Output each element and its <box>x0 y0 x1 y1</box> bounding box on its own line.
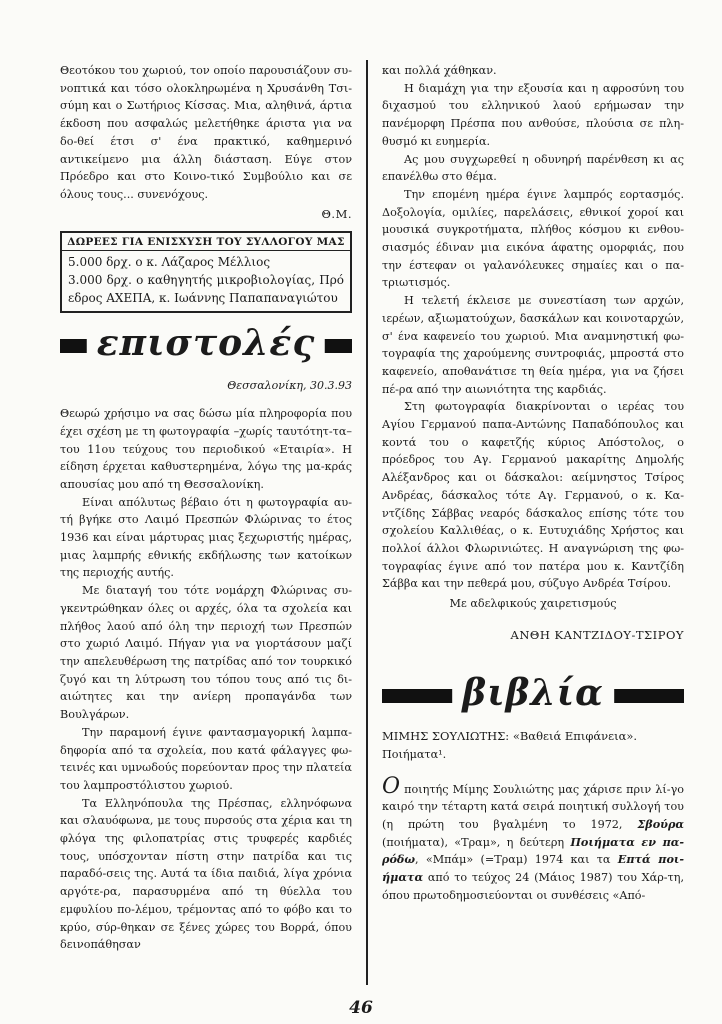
book-heading <box>382 727 684 764</box>
donations-box <box>60 231 352 313</box>
book-subtitle: Ποιήματα¹. <box>382 747 447 761</box>
paragraph: Την παραμονή έγινε φαντασμαγορική λαμπα-δηφορία από τα σχολεία, που κατά φάλαγγες φω-τεινές και υμνωδούς πορεύονταν προς την πλατεία του λαμπροστόλιστου χωριού. <box>60 725 352 792</box>
place-date: Θεσσαλονίκη, 30.3.93 <box>227 379 352 393</box>
section-title: επιστολές <box>87 321 325 365</box>
section-banner-books <box>382 673 684 717</box>
book-author: ΜΙΜΗΣ ΣΟΥΛΙΩΤΗΣ: <box>382 728 510 743</box>
paragraph: Είναι απόλυτως βέβαιο ότι η φωτογραφία αυ-τή βγήκε στο Λαιμό Πρεσπών Φλώρινας το έτος 1936 και είναι μάρτυρας μιας ξεχωριστής ημέρας, μιας λαμπρής εθνικής εκδήλωσης των κατοίκων της περιοχής αυτής. <box>60 495 352 580</box>
paragraph: Η τελετή έκλεισε με συνεστίαση των αρχών, ιερέων, αξιωματούχων, δασκάλων και κοινοταρχών, σ' ένα καφενείο του χωριού. Μια αναμνηστική φω-τογραφία της χαρούμενης συντροφιάς, μπροστά στο καφενείο, αποθανάτισε τη θεία ημέρα, για να ζήσει πέ-ρα από την αιωνιότητα της καρδιάς. <box>382 294 684 396</box>
column-divider <box>366 60 368 985</box>
left-column <box>60 62 352 954</box>
donations-title: ΔΩΡΕΕΣ ΓΙΑ ΕΝΙΣΧΥΣΗ ΤΟΥ ΣΥΛΛΟΓΟΥ ΜΑΣ <box>62 233 350 251</box>
closing-line: Με αδελφικούς χαιρετισμούς <box>449 597 617 611</box>
paragraph: Ας μου συγχωρεθεί η οδυνηρή παρένθεση κι ας επανέλθω στο θέμα. <box>382 152 684 184</box>
paragraph: Στη φωτογραφία διακρίνονται ο ιερέας του Αγίου Γερμανού παπα-Αντώνης Παπαδόπουλος και κοντά του ο καφετζής κύριος Απόστολος, ο πρόεδρος του Αγ. Γερμανού μακαρίτης Δημολής Αλέξανδρος και οι δάσκαλοι: αείμνηστος Τσίρος Ανδρέας, δάσκαλος τότε Αγ. Γερμανού, ο κ. Κα-ντζίδης Σάββας νεαρός δάσκαλος επίσης τότε του σχολείου Καλλιθέας, ο κ. Ευτυχιάδης Χρήστος και πολλοί άλλοι Φλωρινιώτες. Η αναγνώριση της φω-τογραφίας έγινε από τον πατέρα μου κ. Καντζίδη Σάββα και την πεθερά μου, σύζυγο Ανδρέα Τσίρου. <box>382 400 684 591</box>
signature-initials: Θ.Μ. <box>321 206 352 221</box>
paragraph: Η διαμάχη για την εξουσία και η αφροσύνη του διχασμού του ελληνικού λαού ερήμωσαν την πανέμορφη Πρέσπα που ανθούσε, πλούσια σε πλη-θυσμό κι ευημερία. <box>382 81 684 148</box>
paragraph: Θεοτόκου του χωριού, τον οποίο παρουσιάζουν συ-νοπτικά και τόσο ολοκληρωμένα η Χρυσάνθη Τσι-σύμη και ο Σωτήριος Κίσσας. Μια, αληθινά, άρτια έκδοση που ασφαλώς μελετήθηκε άριστα για να δο-θεί έτσι σ' ένα πρακτικό, καθημερινό αντικείμενο μια άλλη διάσταση. Εύγε στον Πρόεδρο και στο Κοινο-τικό Συμβούλιο και σε όλους τους... συνενόχους. <box>60 64 352 201</box>
author-signature: ΑΝΘΗ ΚΑΝΤΖΙΔΟΥ-ΤΣΙΡΟΥ <box>510 627 684 642</box>
paragraph: και πολλά χάθηκαν. <box>382 64 497 77</box>
book-review-paragraph: Ο ποιητής Μίμης Σουλιώτης μας χάρισε πριν λί-γο καιρό την τέταρτη κατά σειρά ποιητική συλλογή του (η πρώτη του βγαλμένη το 1972, Σβούρα (ποιήματα), «Τραμ», η δεύτερη Ποιήματα εν πα-ρόδω, «Μπάμ» (=Τραμ) 1974 και τα Επτά ποι-ήματα από το τεύχος 24 (Μάιος 1987) του Χάρ-τη, όπου πρωτοδημοσιεύονται οι συνθέσεις «Από- <box>382 773 685 902</box>
book-title: «Βαθειά Επιφάνεια». <box>512 728 638 743</box>
right-column <box>382 62 684 904</box>
donation-line: 3.000 δρχ. ο καθηγητής μικροβιολογίας, Πρό εδρος ΑΧΕΠΑ, κ. Ιωάννης Παπαπαναγιώτου <box>68 273 344 305</box>
section-banner-letters <box>60 323 352 367</box>
paragraph: Θεωρώ χρήσιμο να σας δώσω μία πληροφορία που έχει σχέση με τη φωτογραφία –χωρίς ταυτότητ-τα– του 11ου τεύχους του περιοδικού «Εταιρία». Η είδηση έρχεται καθυστερημένα, λόγω της μα-κράς απουσίας μου από τη Θεσσαλονίκη. <box>60 407 352 491</box>
paragraph: Τα Ελληνόπουλα της Πρέσπας, ελληνόφωνα και σλαυόφωνα, με τους πυρσούς στα χέρια και τη φλόγα της φιλοπατρίας στις τρυφερές καρδιές τους, υπόσχονταν πίστη στην πατρίδα και τις παραδό-σεις της. Αυτά τα ίδια παιδιά, λίγα χρόνια αργότε-ρα, παρασυρμένα από τη θύελλα του εμφυλίου πο-λέμου, τρέμοντας από το φόβο και το κρύο, σύρ-θηκαν σε ξένες χώρες του Βορρά, όπου δεινοπάθησαν <box>60 796 352 952</box>
page-number: 46 <box>349 998 373 1018</box>
paragraph: Με διαταγή του τότε νομάρχη Φλώρινας συ-γκεντρώθηκαν όλες οι αρχές, όλα τα σχολεία και πλήθος λαού από όλη την περιοχή των Πρεσπών στο χωριό Λαιμό. Πήγαν για να γιορτάσουν μαζί την απελευθέρωση της πατρίδας από τον τουρκικό ζυγό και τη λύτρωση του τόπου τους από τις δι-αιώτητες και την ανίερη προπαγάνδα των Βουλγάρων. <box>60 584 352 722</box>
drop-cap: Ο <box>382 773 401 799</box>
paragraph: Την επομένη ημέρα έγινε λαμπρός εορτασμός. Δοξολογία, ομιλίες, παρελάσεις, εθνικοί χοροί και μουσικά συγκροτήματα, πλήθος κόσμου κι ενθου-σιασμός έδιναν μια εικόνα άφατης ομορφιάς, που την έστεφαν οι γαλανόλευκες σημαίες και ο πα-τριωτισμός. <box>382 187 684 290</box>
donation-line: 5.000 δρχ. ο κ. Λάζαρος Μέλλιος <box>68 255 271 270</box>
section-title: βιβλία <box>452 671 614 715</box>
